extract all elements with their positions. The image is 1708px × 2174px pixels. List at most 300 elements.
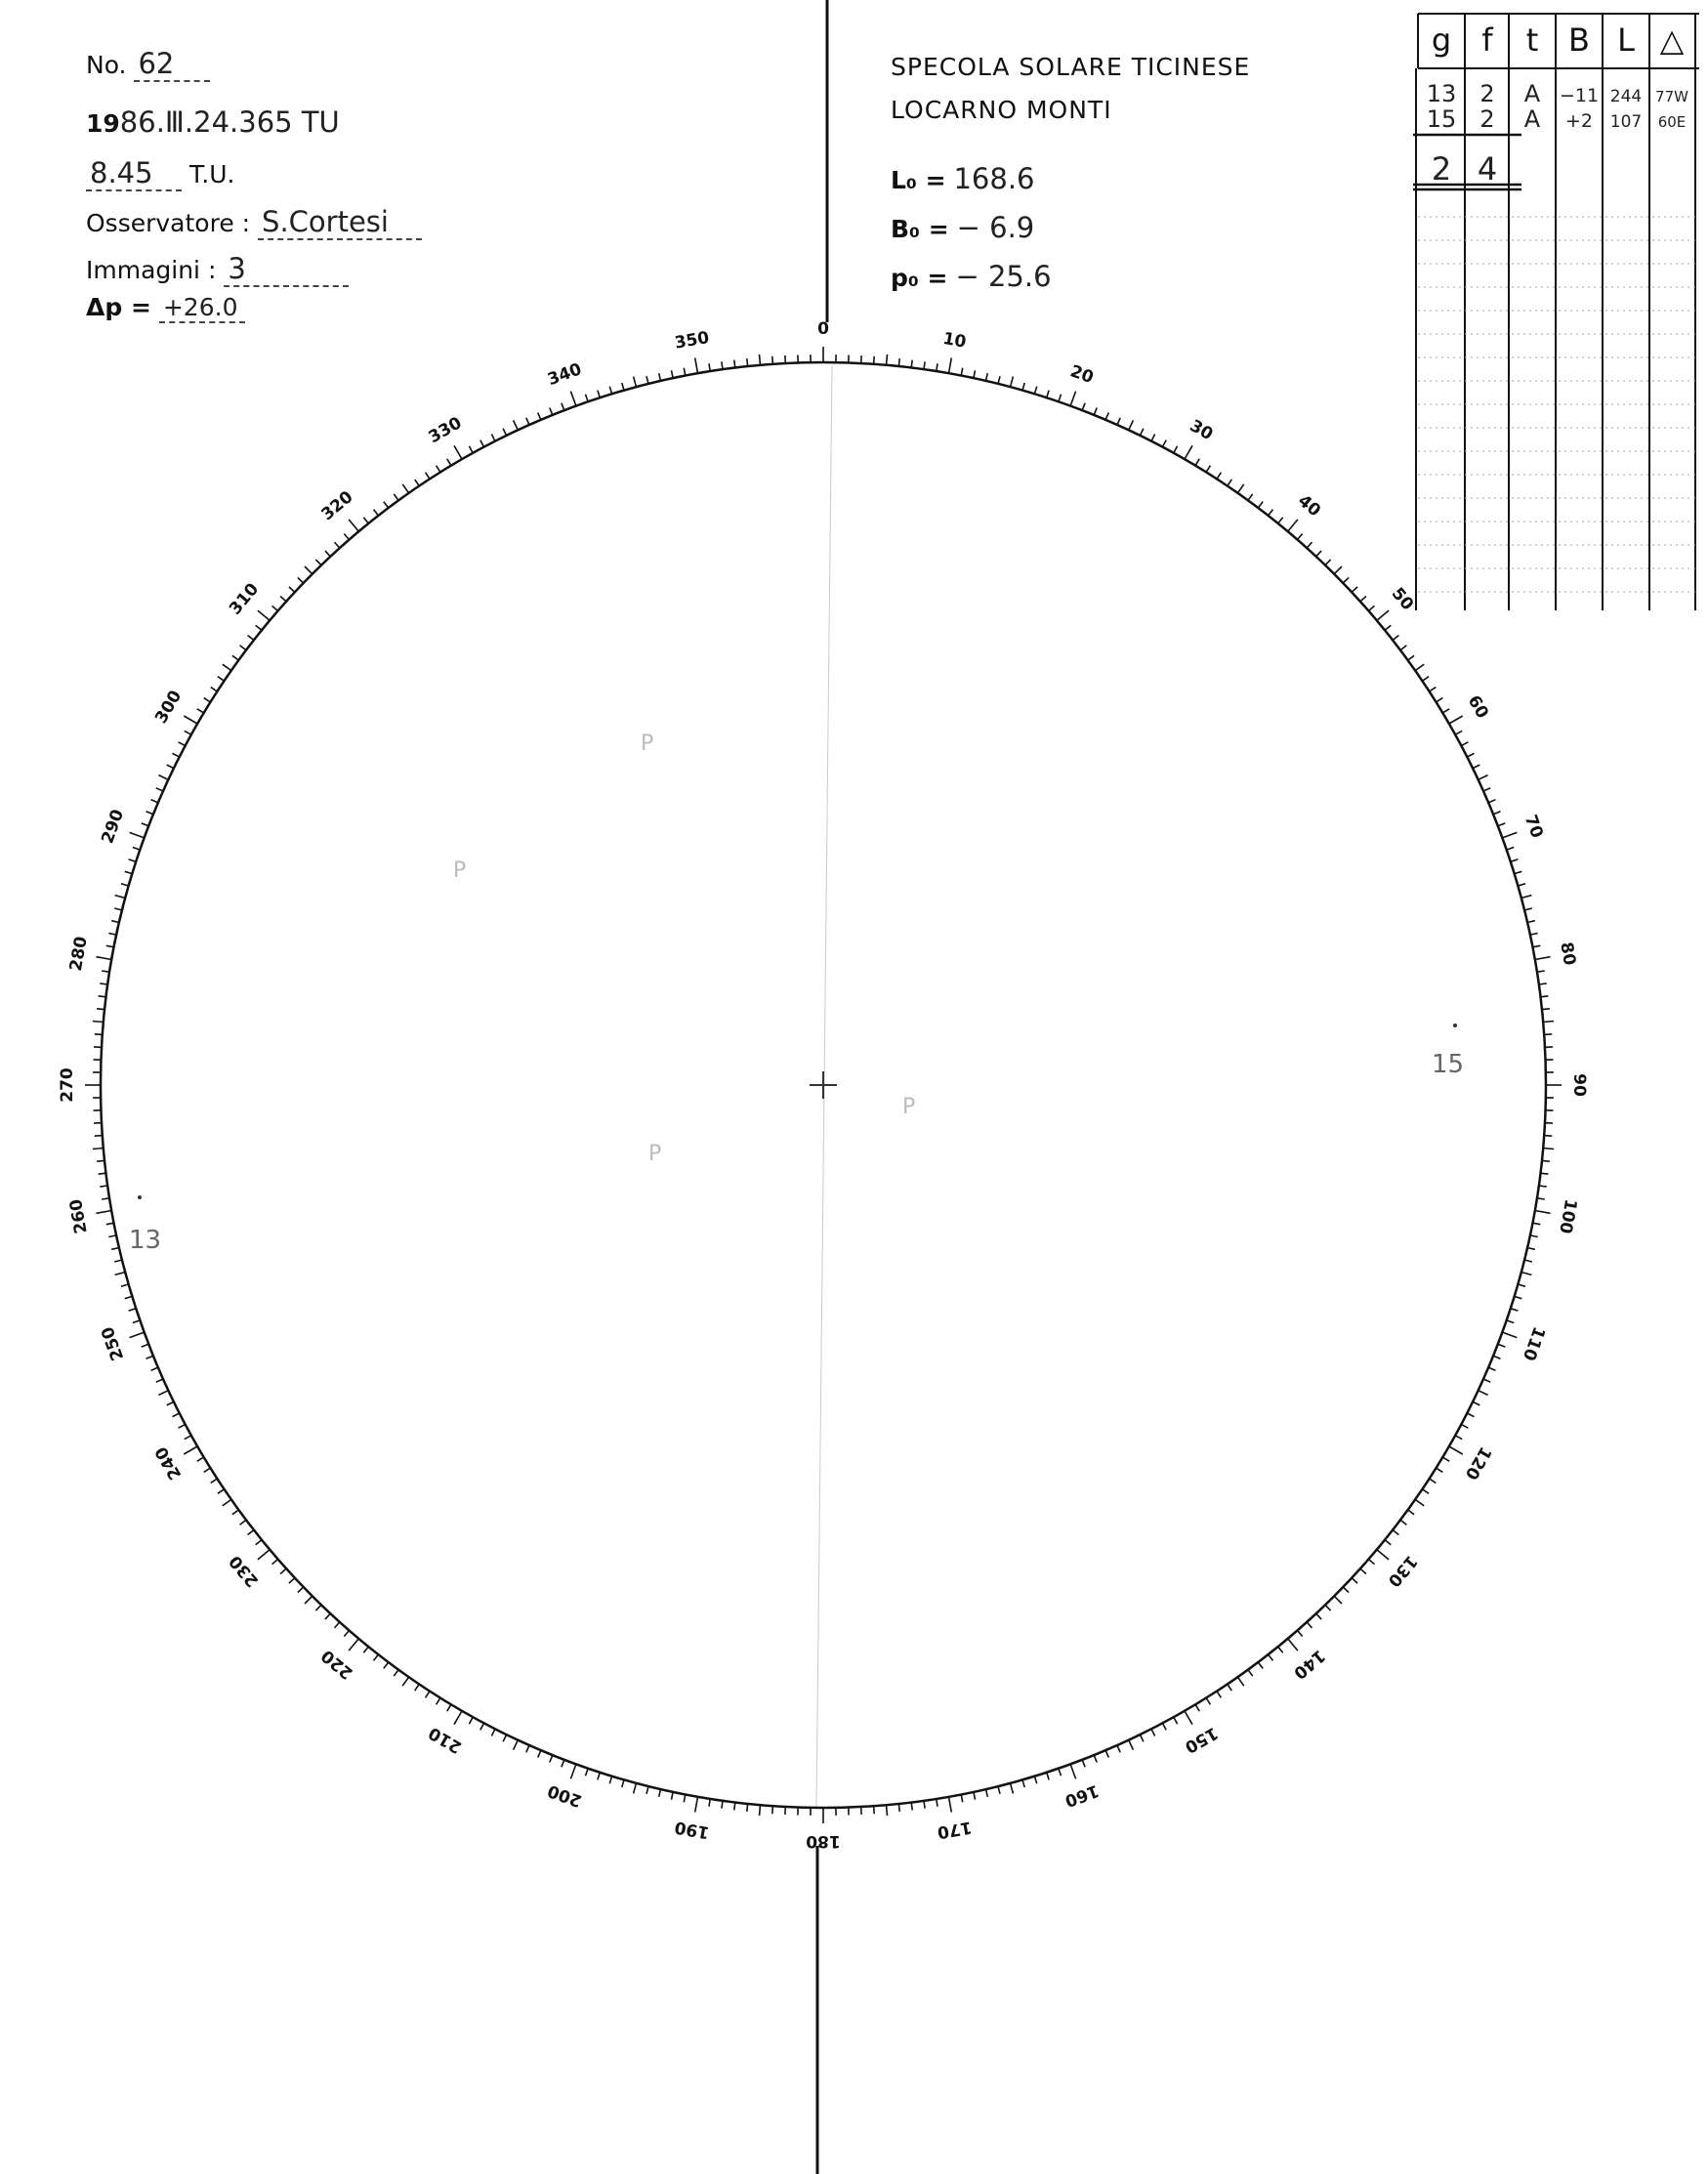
degree-tick xyxy=(129,1309,137,1311)
degree-tick xyxy=(218,677,225,682)
degree-label-260: 260 xyxy=(65,1197,92,1235)
degree-tick xyxy=(1377,1550,1389,1560)
degree-label-180: 180 xyxy=(806,1831,841,1851)
degree-tick xyxy=(1269,510,1273,516)
degree-tick xyxy=(1316,551,1321,557)
degree-tick xyxy=(1511,859,1519,861)
degree-tick xyxy=(151,800,158,803)
degree-tick xyxy=(722,1801,723,1809)
degree-tick xyxy=(298,1587,304,1593)
table-header-B: B xyxy=(1568,21,1590,59)
p0-label: p₀ = xyxy=(891,264,948,292)
group-15-label: 15 xyxy=(1432,1050,1465,1079)
degree-tick xyxy=(1047,1773,1049,1780)
degree-tick xyxy=(480,440,484,447)
degree-tick xyxy=(415,480,420,486)
degree-tick xyxy=(447,1704,451,1711)
degree-tick xyxy=(1105,1750,1108,1757)
degree-tick xyxy=(722,361,723,369)
degree-tick xyxy=(1437,1468,1443,1472)
degree-tick xyxy=(115,1273,126,1275)
degree-tick xyxy=(185,731,191,734)
degree-label-340: 340 xyxy=(545,359,585,391)
degree-tick xyxy=(232,1510,238,1515)
degree-tick xyxy=(1541,996,1549,997)
degree-tick xyxy=(469,446,473,453)
degree-tick xyxy=(1537,1198,1545,1199)
degree-label-130: 130 xyxy=(1383,1551,1421,1591)
degree-tick xyxy=(335,542,340,548)
degree-tick xyxy=(772,356,773,364)
degree-tick xyxy=(1206,1698,1210,1705)
degree-tick xyxy=(1400,1520,1406,1525)
degree-tick xyxy=(1298,534,1303,540)
degree-tick xyxy=(1278,1647,1283,1652)
group-13-label: 13 xyxy=(129,1226,162,1255)
degree-tick xyxy=(204,698,211,702)
degree-tick xyxy=(1269,1654,1273,1660)
degree-tick xyxy=(344,1631,349,1637)
degree-label-190: 190 xyxy=(673,1817,711,1843)
degree-tick xyxy=(280,597,286,602)
degree-tick xyxy=(1070,392,1076,406)
degree-tick xyxy=(1524,908,1532,910)
degree-tick xyxy=(111,1248,119,1250)
degree-tick xyxy=(1455,1436,1462,1440)
degree-label-110: 110 xyxy=(1518,1323,1549,1363)
degree-tick xyxy=(93,1022,104,1023)
degree-tick xyxy=(1479,1391,1488,1396)
degree-tick xyxy=(1140,1735,1144,1741)
degree-label-30: 30 xyxy=(1186,416,1217,445)
degree-tick xyxy=(173,1413,180,1417)
degree-tick xyxy=(1473,765,1479,769)
degree-tick xyxy=(1022,1779,1024,1787)
degree-tick xyxy=(1059,395,1062,402)
svg-text:2: 2 xyxy=(1479,105,1495,133)
degree-tick xyxy=(289,587,295,592)
degree-tick xyxy=(550,408,553,415)
degree-tick xyxy=(315,1605,321,1610)
degree-tick xyxy=(349,520,358,531)
degree-tick xyxy=(349,1639,358,1651)
degree-tick xyxy=(437,466,440,473)
total-groups: 2 xyxy=(1431,150,1452,188)
p0-value: − 25.6 xyxy=(955,260,1052,293)
degree-tick xyxy=(256,625,262,630)
degree-tick xyxy=(1449,1446,1463,1454)
degree-tick xyxy=(1437,698,1443,702)
degree-tick xyxy=(998,376,1000,384)
degree-tick xyxy=(586,1769,589,1777)
degree-label-90: 90 xyxy=(1569,1073,1589,1097)
degree-tick xyxy=(1502,1332,1517,1338)
degree-tick xyxy=(315,560,321,565)
degree-tick xyxy=(240,646,246,650)
observer-label: Osservatore : xyxy=(86,209,251,237)
images-label: Immagini : xyxy=(86,256,217,284)
degree-tick xyxy=(179,1424,186,1428)
degree-tick xyxy=(1228,480,1232,486)
degree-tick xyxy=(1094,1755,1097,1762)
degree-tick xyxy=(363,518,368,523)
degree-tick xyxy=(133,848,141,851)
degree-tick xyxy=(1011,1783,1014,1794)
faint-mark: P xyxy=(453,858,467,883)
degree-tick xyxy=(272,606,278,610)
B0-label: B₀ = xyxy=(891,215,949,243)
degree-tick xyxy=(949,358,952,374)
degree-label-320: 320 xyxy=(317,487,357,525)
degree-label-220: 220 xyxy=(317,1645,357,1683)
degree-tick xyxy=(1449,716,1463,724)
degree-tick xyxy=(272,1560,278,1565)
degree-tick xyxy=(503,1735,507,1741)
degree-tick xyxy=(491,435,495,441)
degree-tick xyxy=(570,1764,576,1778)
degree-tick xyxy=(1082,1760,1085,1768)
degree-tick xyxy=(1542,1009,1550,1010)
degree-tick xyxy=(526,1745,529,1752)
degree-tick xyxy=(1498,823,1506,826)
degree-tick xyxy=(1185,1711,1192,1725)
degree-tick xyxy=(218,1489,225,1494)
svg-text:A: A xyxy=(1523,80,1541,107)
degree-tick xyxy=(133,1320,141,1323)
degree-tick xyxy=(142,1344,149,1347)
degree-tick xyxy=(1537,971,1545,972)
degree-tick xyxy=(1521,1273,1532,1275)
degree-label-120: 120 xyxy=(1460,1442,1495,1484)
degree-tick xyxy=(1532,945,1540,947)
degree-tick xyxy=(986,373,988,381)
degree-tick xyxy=(167,1401,174,1405)
degree-tick xyxy=(1325,560,1331,565)
degree-tick xyxy=(1515,871,1522,873)
total-spots: 4 xyxy=(1477,150,1498,188)
degree-tick xyxy=(874,1806,875,1814)
degree-tick xyxy=(1288,520,1298,531)
degree-tick xyxy=(384,502,389,508)
degree-tick xyxy=(684,368,686,376)
degree-tick xyxy=(1521,896,1532,899)
degree-tick xyxy=(1535,1211,1551,1214)
degree-tick xyxy=(1385,625,1391,630)
degree-tick xyxy=(1174,446,1178,453)
degree-tick xyxy=(998,1786,1000,1794)
degree-tick xyxy=(1377,610,1389,620)
degree-tick xyxy=(402,484,408,493)
degree-tick xyxy=(1493,1356,1500,1359)
degree-tick xyxy=(1022,383,1024,391)
degree-tick xyxy=(734,1803,735,1811)
degree-tick xyxy=(1129,1740,1134,1750)
degree-tick xyxy=(672,1792,674,1800)
degree-tick xyxy=(1502,832,1517,838)
degree-tick xyxy=(454,445,462,459)
degree-tick xyxy=(924,361,925,369)
degree-tick xyxy=(1151,1729,1155,1735)
degree-tick xyxy=(911,1803,912,1811)
degree-tick xyxy=(1527,1248,1535,1250)
degree-tick xyxy=(156,1379,163,1382)
degree-tick xyxy=(1217,473,1221,480)
faint-mark: P xyxy=(648,1142,662,1166)
degree-tick xyxy=(634,377,637,388)
table-headers xyxy=(1432,21,1685,59)
degree-tick xyxy=(1408,1510,1414,1515)
degree-label-250: 250 xyxy=(98,1323,129,1363)
degree-tick xyxy=(1162,440,1166,447)
degree-tick xyxy=(130,1332,145,1338)
degree-tick xyxy=(1518,884,1525,886)
L0-label: L₀ = xyxy=(891,166,946,194)
degree-tick xyxy=(1498,1344,1506,1347)
degree-tick xyxy=(1415,664,1424,670)
degree-tick xyxy=(760,1805,761,1816)
degree-tick xyxy=(514,420,519,430)
degree-tick xyxy=(1307,542,1312,548)
degree-tick xyxy=(695,358,698,374)
degree-tick xyxy=(102,1198,109,1199)
degree-tick xyxy=(1542,1160,1550,1161)
degree-tick xyxy=(1162,1723,1166,1730)
degree-tick xyxy=(106,945,114,947)
degree-tick xyxy=(961,1794,963,1802)
degree-label-80: 80 xyxy=(1556,941,1580,967)
svg-text:15: 15 xyxy=(1426,105,1457,133)
degree-tick xyxy=(99,996,106,997)
degree-tick xyxy=(121,1284,129,1286)
time-value: 8.45 xyxy=(86,156,182,191)
degree-label-210: 210 xyxy=(425,1722,466,1757)
degree-label-240: 240 xyxy=(151,1442,187,1484)
images-value: 3 xyxy=(224,252,349,287)
degree-tick xyxy=(325,551,330,557)
degree-tick xyxy=(232,655,238,660)
degree-tick xyxy=(1334,566,1342,574)
degree-tick xyxy=(121,884,129,886)
degree-tick xyxy=(709,1799,710,1807)
degree-tick xyxy=(949,1797,952,1813)
degree-tick xyxy=(106,1223,114,1225)
number-label: No. xyxy=(86,51,127,79)
degree-tick xyxy=(1408,655,1414,660)
degree-tick xyxy=(102,971,109,972)
degree-tick xyxy=(1527,921,1535,923)
degree-tick xyxy=(1034,387,1036,395)
degree-tick xyxy=(1393,1530,1398,1535)
degree-tick xyxy=(570,392,576,406)
degree-tick xyxy=(1217,1692,1221,1698)
degree-tick xyxy=(114,908,122,910)
degree-tick xyxy=(887,355,888,365)
table-header-L: L xyxy=(1617,21,1635,59)
degree-tick xyxy=(363,1647,368,1652)
degree-tick xyxy=(256,1540,262,1545)
degree-tick xyxy=(211,688,218,691)
degree-tick xyxy=(1541,1173,1549,1174)
degree-tick xyxy=(1488,1367,1495,1370)
number-value: 62 xyxy=(134,47,210,82)
degree-tick xyxy=(305,566,312,574)
degree-tick xyxy=(97,1009,104,1010)
degree-tick xyxy=(1488,800,1495,803)
degree-tick xyxy=(1507,1320,1515,1323)
degree-tick xyxy=(184,716,197,724)
degree-tick xyxy=(437,1698,440,1705)
degree-tick xyxy=(622,1779,624,1787)
degree-tick xyxy=(1530,934,1538,936)
degree-tick xyxy=(1278,518,1283,523)
degree-tick xyxy=(887,1805,888,1816)
date-value: 86.Ⅲ.24.365 TU xyxy=(119,105,340,139)
degree-tick xyxy=(185,1436,191,1440)
degree-tick xyxy=(974,370,976,378)
degree-label-280: 280 xyxy=(65,935,92,973)
degree-label-230: 230 xyxy=(226,1551,264,1591)
degree-tick xyxy=(1442,709,1449,713)
degree-tick xyxy=(1385,1540,1391,1545)
degree-tick xyxy=(1237,484,1243,493)
svg-text:13: 13 xyxy=(1426,80,1457,107)
degree-tick xyxy=(1511,1309,1519,1311)
degree-tick xyxy=(598,391,600,398)
degree-tick xyxy=(747,358,748,366)
degree-label-0: 0 xyxy=(817,319,829,339)
degree-tick xyxy=(146,812,153,815)
degree-tick xyxy=(1352,1578,1357,1583)
degree-tick xyxy=(672,370,674,378)
degree-label-20: 20 xyxy=(1067,361,1097,389)
degree-tick xyxy=(874,356,875,364)
degree-tick xyxy=(1151,435,1155,441)
degree-tick xyxy=(100,983,107,984)
degree-tick xyxy=(634,1783,637,1794)
degree-tick xyxy=(469,1717,473,1724)
degree-tick xyxy=(1461,742,1468,746)
degree-tick xyxy=(1352,587,1357,592)
faint-mark: P xyxy=(641,732,654,756)
degree-label-10: 10 xyxy=(941,328,968,353)
degree-tick xyxy=(402,1677,408,1686)
degree-tick xyxy=(298,577,304,583)
degree-tick xyxy=(1539,1186,1547,1187)
degree-tick xyxy=(598,1773,600,1780)
svg-text:−11: −11 xyxy=(1559,85,1600,106)
degree-tick xyxy=(1483,788,1490,791)
degree-tick xyxy=(684,1794,686,1802)
degree-tick xyxy=(1248,494,1253,500)
time-label: T.U. xyxy=(188,160,235,188)
svg-text:+2: +2 xyxy=(1564,110,1594,132)
degree-label-330: 330 xyxy=(425,413,466,448)
degree-tick xyxy=(111,921,119,923)
degree-tick xyxy=(695,1797,698,1813)
degree-tick xyxy=(93,1149,104,1150)
degree-tick xyxy=(344,534,349,540)
degree-tick xyxy=(197,1457,204,1461)
degree-tick xyxy=(146,1356,153,1359)
degree-tick xyxy=(747,1804,748,1812)
degree-label-150: 150 xyxy=(1181,1722,1222,1757)
degree-label-60: 60 xyxy=(1463,691,1492,723)
degree-tick xyxy=(924,1801,925,1809)
svg-text:60E: 60E xyxy=(1657,113,1687,131)
degree-tick xyxy=(115,896,126,899)
degree-tick xyxy=(394,494,398,500)
degree-label-140: 140 xyxy=(1289,1645,1329,1683)
degree-tick xyxy=(1544,1136,1552,1137)
degree-tick xyxy=(709,363,710,371)
observer-value: S.Cortesi xyxy=(258,205,422,240)
degree-tick xyxy=(280,1568,286,1573)
degree-tick xyxy=(142,823,149,826)
degree-tick xyxy=(514,1740,519,1750)
degree-tick xyxy=(447,459,451,466)
degree-tick xyxy=(158,1391,168,1396)
degree-tick xyxy=(1011,377,1014,388)
degree-tick xyxy=(659,373,661,381)
degree-label-200: 200 xyxy=(545,1779,585,1811)
degree-tick xyxy=(1493,812,1500,815)
degree-tick xyxy=(130,832,145,838)
observatory-name: SPECOLA SOLARE TICINESE xyxy=(891,53,1251,81)
degree-tick xyxy=(526,418,529,425)
degree-tick xyxy=(609,387,611,395)
degree-tick xyxy=(1507,848,1515,851)
degree-tick xyxy=(325,1613,330,1619)
degree-tick xyxy=(1442,1457,1449,1461)
degree-tick xyxy=(1334,1596,1342,1604)
degree-tick xyxy=(384,1662,389,1668)
degree-tick xyxy=(491,1729,495,1735)
degree-tick xyxy=(1518,1284,1525,1286)
degree-tick xyxy=(538,413,541,420)
degree-tick xyxy=(184,1446,197,1454)
degree-tick xyxy=(1307,1622,1312,1628)
degree-tick xyxy=(223,664,231,670)
degree-tick xyxy=(1185,445,1192,459)
degree-tick xyxy=(1174,1717,1178,1724)
degree-tick xyxy=(1047,391,1049,398)
degree-tick xyxy=(125,871,133,873)
degree-tick xyxy=(1530,1235,1538,1237)
degree-tick xyxy=(1535,957,1551,960)
degree-tick xyxy=(1455,731,1462,734)
degree-tick xyxy=(204,1468,211,1472)
degree-tick xyxy=(1532,1223,1540,1225)
degree-tick xyxy=(1544,1034,1552,1035)
degree-label-310: 310 xyxy=(226,579,264,619)
degree-tick xyxy=(1430,1479,1437,1483)
degree-tick xyxy=(538,1750,541,1757)
degree-tick xyxy=(305,1596,312,1604)
degree-tick xyxy=(1360,1568,1366,1573)
degree-tick xyxy=(1325,1605,1331,1610)
degree-tick xyxy=(1539,983,1547,984)
group-13-spot xyxy=(138,1195,142,1199)
degree-tick xyxy=(898,358,899,366)
degree-tick xyxy=(1473,1401,1479,1405)
table-header-f: f xyxy=(1481,21,1493,59)
observatory-location: LOCARNO MONTI xyxy=(891,96,1112,124)
degree-tick xyxy=(550,1755,553,1762)
degree-tick xyxy=(97,957,112,960)
table-header-g: g xyxy=(1431,21,1452,59)
degree-tick xyxy=(248,1530,254,1535)
degree-tick xyxy=(1117,1745,1120,1752)
